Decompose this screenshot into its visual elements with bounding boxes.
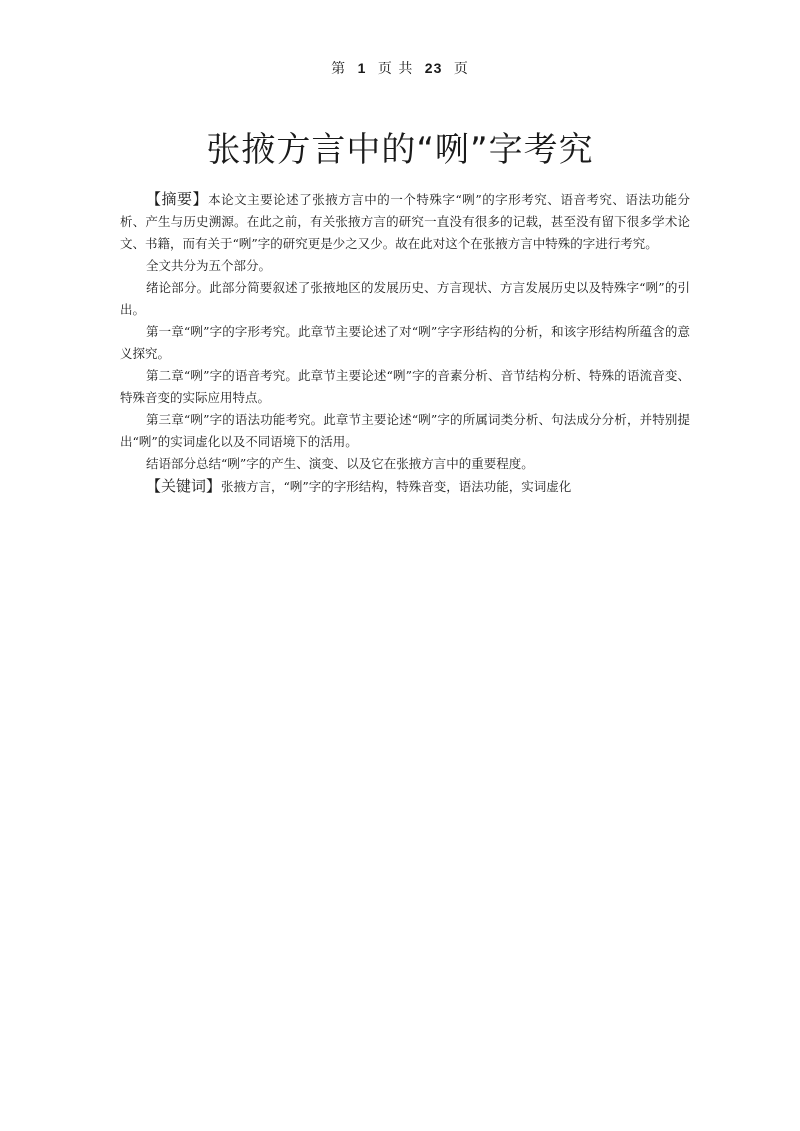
keywords-paragraph	[120, 475, 690, 498]
keywords-label: 【关键词】	[146, 477, 222, 495]
page-header	[0, 58, 800, 78]
abstract-text: 本论文主要论述了张掖方言中的一个特殊字“咧”的字形考究、语音考究、语法功能分析、产生与历史溯源。在此之前，有关张掖方言的研究一直没有很多的记载，甚至没有留下很多学术论文、书籍，而有关于“咧”字的研究更是少之又少。故在此对这个在张掖方言中特殊的字进行考究。	[120, 192, 690, 251]
total-pages-number: 23	[424, 60, 443, 76]
page-header-suffix: 页	[453, 61, 469, 77]
body-paragraph-conclusion: 结语部分总结“咧”字的产生、演变、以及它在张掖方言中的重要程度。	[146, 456, 534, 471]
page-header-prefix: 第	[331, 61, 347, 77]
current-page-number: 1	[357, 60, 367, 76]
body-paragraph-chapter-3: 第三章“咧”字的语法功能考究。此章节主要论述“咧”字的所属词类分析、句法成分分析，并特别提出“咧”的实词虚化以及不同语境下的活用。	[120, 412, 690, 449]
abstract-paragraph	[120, 188, 690, 255]
document-title: 张掖方言中的“咧”字考究	[206, 130, 594, 170]
body-paragraph-chapter-2: 第二章“咧”字的语音考究。此章节主要论述“咧”字的音素分析、音节结构分析、特殊的语流音变、特殊音变的实际应用特点。	[120, 368, 690, 405]
abstract-label: 【摘要】	[146, 190, 209, 208]
keywords-text: 张掖方言，“咧”字的字形结构，特殊音变，语法功能，实词虚化	[221, 479, 572, 494]
body-paragraph-overview: 全文共分为五个部分。	[146, 258, 272, 273]
body-paragraph-introduction: 绪论部分。此部分简要叙述了张掖地区的发展历史、方言现状、方言发展历史以及特殊字“咧”的引出。	[120, 280, 690, 317]
document-body	[120, 188, 690, 498]
body-paragraph-chapter-1: 第一章“咧”字的字形考究。此章节主要论述了对“咧”字字形结构的分析，和该字形结构所蕴含的意义探究。	[120, 324, 690, 361]
page-header-middle: 页 共	[377, 61, 414, 77]
